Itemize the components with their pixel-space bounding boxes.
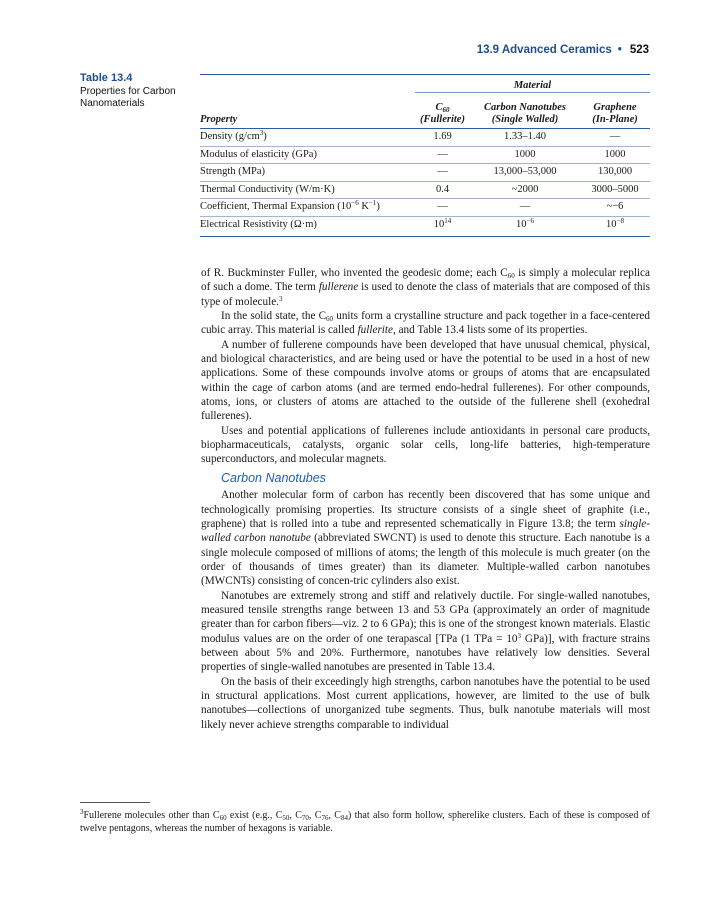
header-nanotubes bbox=[470, 97, 580, 129]
nanotubes-cell: 1000 bbox=[470, 146, 580, 164]
properties-table bbox=[200, 74, 650, 237]
table-row bbox=[200, 199, 650, 217]
paragraph: A number of fullerene compounds have been developed that have unusual chemical, physical, and biological characteristics, and are being used or have the potential to be used in a host of new applications. Some of these compounds involve atoms or groups of atoms that are encapsulated within the cage of carbon atoms (and are termed endo-hedral fullerenes). For other compounds, atoms, ions, or clusters of atoms are attached to the outside of the fullerene shell (exohedral fullerenes). bbox=[201, 338, 650, 423]
header-graphene-main: Graphene bbox=[593, 102, 637, 113]
running-head bbox=[477, 44, 649, 56]
graphene-cell: 1000 bbox=[580, 146, 650, 164]
fullerite-cell: — bbox=[415, 146, 470, 164]
header-fullerite-paren: (Fullerite) bbox=[420, 114, 465, 125]
table bbox=[200, 75, 650, 233]
table-group-header-row bbox=[200, 75, 650, 97]
table-title: Properties for Carbon Nanomaterials bbox=[80, 86, 176, 109]
graphene-cell: — bbox=[580, 129, 650, 147]
nanotubes-cell: 1.33–1.40 bbox=[470, 129, 580, 147]
paragraph: On the basis of their exceedingly high strengths, carbon nanotubes have the potential to be used in structural applications. Most current applications, however, are limited to the use of bulk nanotubes—collections of unorganized tube segments. Thus, bulk nanotube materials will most likely never achieve strengths comparable to individual bbox=[201, 675, 650, 731]
paragraph: Another molecular form of carbon has recently been discovered that has some unique and technologically promising properties. Its structure consists of a single sheet of graphite (i.e., graphene) that is rolled into a tube and represented schematically in Figure 13.8; the term single-walled carbon nanotube (abbreviated SWCNT) is used to denote this structure. Each nanotube is a single molecule composed of millions of atoms; the length of this molecule is much greater (on the order of thousands of times greater) than its diameter. Multiple-walled carbon nanotubes (MWCNTs) consisting of concen-tric cylinders also exist. bbox=[201, 489, 650, 588]
table-row bbox=[200, 216, 650, 233]
body-text bbox=[201, 266, 650, 732]
property-cell: Strength (MPa) bbox=[200, 164, 415, 182]
table-caption bbox=[80, 72, 200, 110]
property-cell: Modulus of elasticity (GPa) bbox=[200, 146, 415, 164]
separator-bullet: • bbox=[617, 44, 622, 56]
graphene-cell: $10^{-8}$ bbox=[606, 216, 624, 230]
footnote-number: 3 bbox=[80, 808, 84, 816]
fullerite-cell: — bbox=[415, 164, 470, 182]
section-title: 13.9 Advanced Ceramics bbox=[476, 44, 612, 56]
property-cell: Electrical Resistivity (Ω·m) bbox=[200, 218, 317, 230]
fullerite-cell: 0.4 bbox=[415, 181, 470, 199]
footnote: $^3$Fullerene molecules other than $C_{60}$ exist (e.g., $C_{50}$, $C_{70}$, $C_{76}$, $C_{84}$) that also form hollow, spherelike clusters. Each of these is composed of twelve pentagons, whereas the number of hexagons is variable. bbox=[80, 808, 651, 834]
header-nanotubes-paren: (Single Walled) bbox=[491, 114, 559, 125]
table-row bbox=[200, 146, 650, 164]
paragraph: Nanotubes are extremely strong and stiff and relatively ductile. For single-walled nanotubes, measured tensile strengths range between 13 and 53 GPa (approximately an order of magnitude greater than for carbon fibers—viz. 2 to 6 GPa); this is one of the strongest known materials. Elastic modulus values are on the order of one terapascal [TPa (1 TPa = $10^3$ GPa)], with fracture strains between about 5% and 20%. Furthermore, nanotubes have relatively low densities. Several properties of single-walled nanotubes are presented in Table 13.4. bbox=[201, 589, 651, 674]
graphene-cell: 130,000 bbox=[580, 164, 650, 182]
fullerite-cell: 1.69 bbox=[415, 129, 470, 147]
nanotubes-cell: 13,000–53,000 bbox=[470, 164, 580, 182]
nanotubes-cell: $10^{-6}$ bbox=[516, 216, 534, 230]
property-cell: Coefficient, Thermal Expansion ($10^{-6}$ $K^{-1}$) bbox=[200, 199, 415, 217]
header-fullerite bbox=[415, 97, 470, 129]
table-bottom-rule bbox=[200, 236, 650, 237]
fullerite-cell: — bbox=[415, 199, 470, 217]
header-graphene bbox=[580, 97, 650, 129]
footnote-ref[interactable]: 3 bbox=[278, 294, 283, 303]
nanotubes-cell: — bbox=[470, 199, 580, 217]
header-nanotubes-main: Carbon Nanotubes bbox=[484, 102, 566, 113]
nanotubes-cell: ~2000 bbox=[470, 181, 580, 199]
graphene-cell: ~−6 bbox=[580, 199, 650, 217]
fullerite-cell: $10^{14}$ bbox=[433, 216, 452, 230]
graphene-cell: 3000–5000 bbox=[580, 181, 650, 199]
section-heading: Carbon Nanotubes bbox=[221, 470, 326, 485]
page-number: 523 bbox=[629, 44, 649, 56]
paragraph: of R. Buckminster Fuller, who invented the geodesic dome; each $C_{60}$ is simply a molecular replica of such a dome. The term fullerene is used to denote the class of materials that are composed of this type of molecule.$^3$ bbox=[201, 267, 650, 308]
property-cell: Thermal Conductivity (W/m·K) bbox=[200, 181, 415, 199]
material-header bbox=[415, 75, 650, 97]
footnote-rule bbox=[80, 802, 150, 803]
table-row bbox=[200, 181, 650, 199]
header-graphene-paren: (In-Plane) bbox=[592, 114, 638, 125]
table-label: Table 13.4 bbox=[80, 72, 133, 84]
table-row bbox=[200, 129, 650, 147]
header-fullerite-main: C bbox=[435, 102, 443, 113]
header-fullerite-sub: 60 bbox=[442, 106, 450, 114]
table-row bbox=[200, 164, 650, 182]
table-column-header-row bbox=[200, 97, 650, 129]
property-cell: Density $(g/cm^3)$ bbox=[200, 129, 415, 147]
paragraph: Uses and potential applications of fullerenes include antioxidants in personal care products, biopharmaceuticals, catalysts, organic solar cells, long-life batteries, high-temperature superconductors, and molecular magnets. bbox=[201, 424, 650, 466]
property-header: Property bbox=[200, 114, 238, 125]
material-header-text: Material bbox=[415, 80, 650, 93]
blank-header bbox=[200, 75, 415, 97]
paragraph: In the solid state, the $C_{60}$ units form a crystalline structure and pack together in a face-centered cubic array. This material is called fullerite, and Table 13.4 lists some of its properties. bbox=[201, 310, 650, 337]
